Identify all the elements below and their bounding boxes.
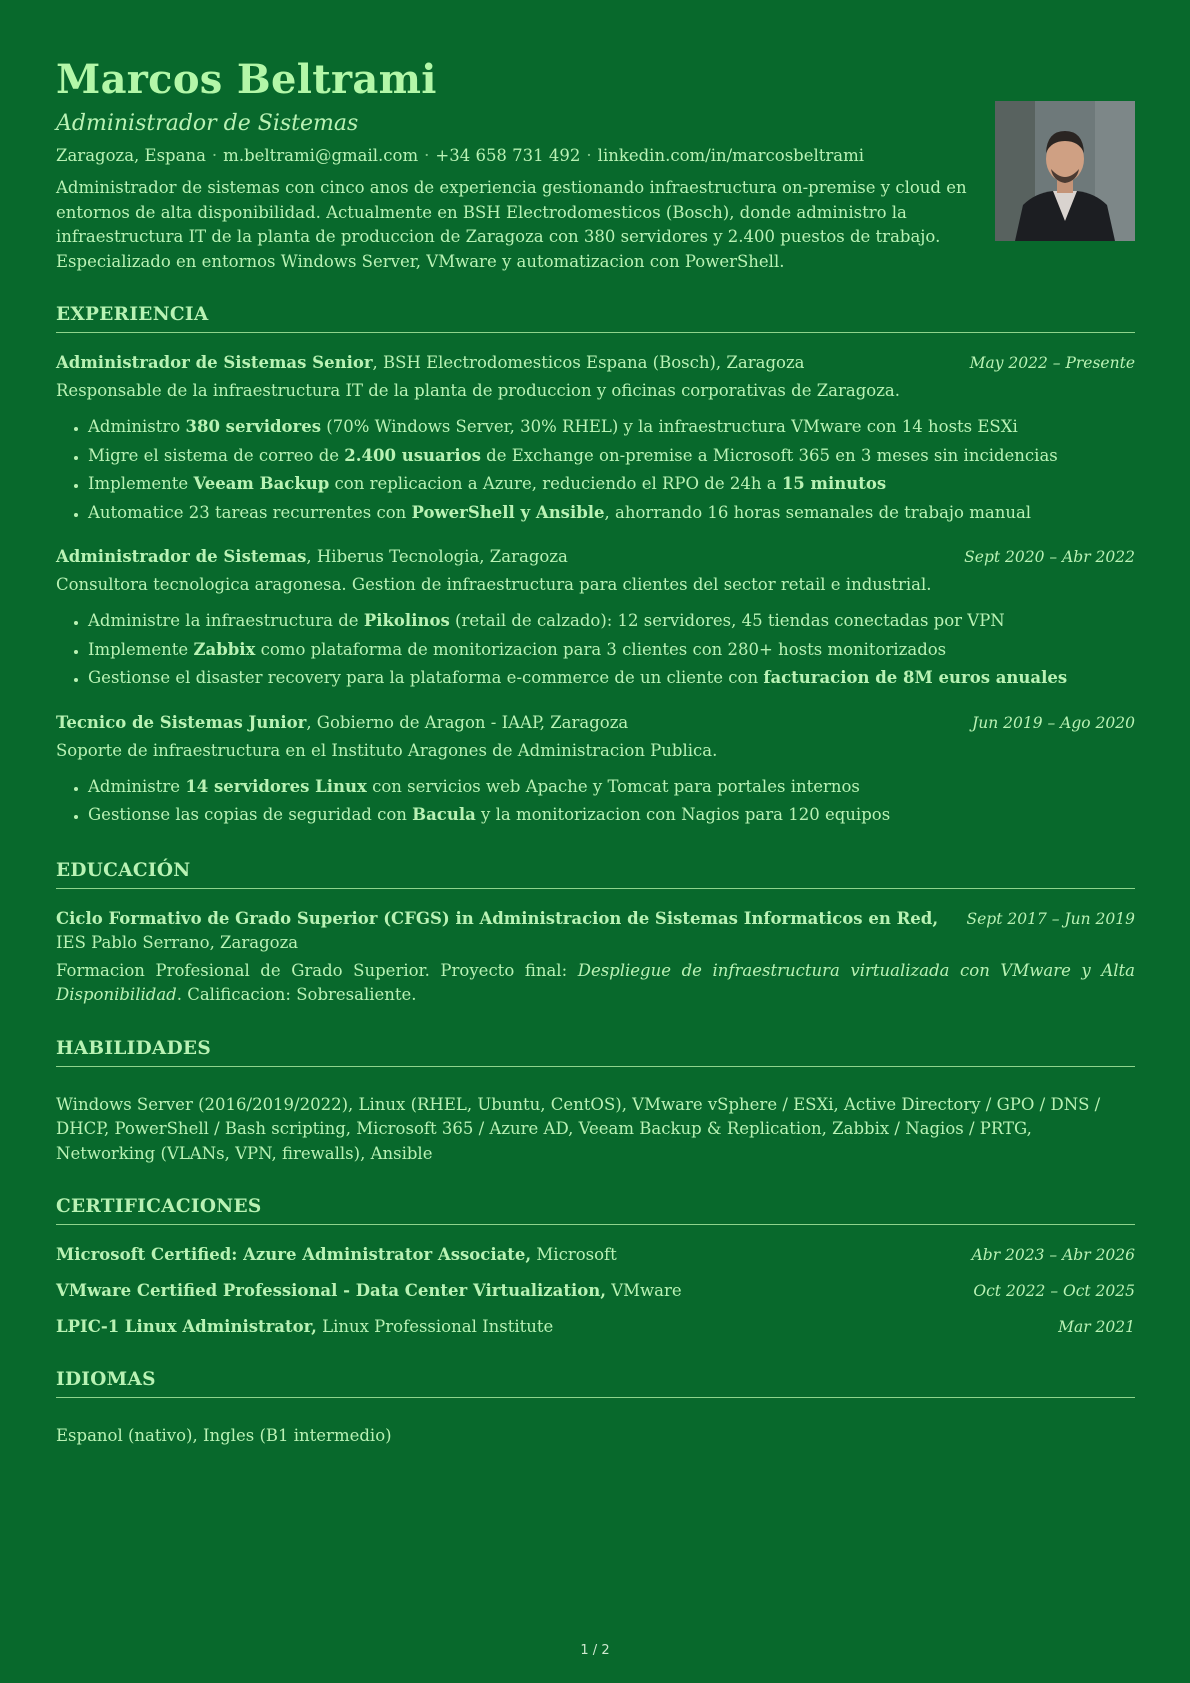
job-date: Jun 2019 – Ago 2020	[972, 713, 1135, 732]
certification-issuer: Microsoft	[531, 1245, 617, 1264]
job-bullet: • Implemente Veeam Backup con replicacion a Azure, reduciendo el RPO de 24h a 15 minutos	[88, 470, 1135, 499]
experience-item	[56, 351, 1135, 527]
person-portrait-icon	[995, 101, 1135, 241]
contact-line	[56, 144, 1135, 168]
profile-photo	[995, 101, 1135, 241]
contact-separator: ·	[586, 146, 592, 165]
experience-item	[56, 711, 1135, 830]
certification-item	[56, 1243, 1135, 1267]
job-title: Tecnico de Sistemas Junior	[56, 712, 307, 732]
job-bullet: • Administre 14 servidores Linux con servicios web Apache y Tomcat para portales internos	[88, 773, 1135, 802]
skills-list: Windows Server (2016/2019/2022), Linux (RHEL, Ubuntu, CentOS), VMware vSphere / ESXi, Active Directory / GPO / DNS / DHCP, PowerShell / Bash scripting, Microsoft 365 / Azure AD, Veeam Backup & Replication, Zabbix / Nagios / PRTG, Networking (VLANs, VPN, firewalls), Ansible	[56, 1094, 1101, 1163]
certification-date: Oct 2022 – Oct 2025	[973, 1282, 1135, 1300]
contact-email[interactable]: m.beltrami@gmail.com	[223, 146, 419, 165]
job-bullet: • Automatice 23 tareas recurrentes con PowerShell y Ansible, ahorrando 16 horas semanales de trabajo manual	[88, 499, 1135, 528]
section-skills-title: HABILIDADES	[56, 1038, 1135, 1067]
job-bullet: • Administre la infraestructura de Pikolinos (retail de calzado): 12 servidores, 45 tiendas conectadas por VPN	[88, 607, 1135, 636]
job-title: Administrador de Sistemas Senior	[56, 353, 373, 372]
job-company: , Gobierno de Aragon - IAAP, Zaragoza	[306, 712, 629, 732]
resume-page	[56, 56, 1135, 1449]
job-bullet: • Gestionse el disaster recovery para la plataforma e-commerce de un cliente con facturacion de 8M euros anuales	[88, 664, 1135, 693]
candidate-name: Marcos Beltrami	[56, 56, 437, 103]
certification-item	[56, 1315, 1135, 1339]
certification-date: Mar 2021	[1058, 1318, 1135, 1336]
certification-date: Abr 2023 – Abr 2026	[971, 1246, 1135, 1264]
contact-separator: ·	[211, 146, 218, 165]
job-bullets	[56, 413, 1135, 527]
job-bullets	[56, 773, 1135, 830]
section-education-title: EDUCACIÓN	[56, 860, 1135, 889]
certifications-list	[56, 1243, 1135, 1339]
experience-header	[56, 351, 1135, 375]
contact-phone[interactable]: +34 658 731 492	[435, 146, 581, 165]
job-company: , BSH Electrodomesticos Espana (Bosch), Zaragoza	[372, 353, 805, 372]
certification-issuer: Linux Professional Institute	[316, 1317, 554, 1336]
contact-location: Zaragoza, Espana	[56, 146, 206, 165]
education-description: Formacion Profesional de Grado Superior. Proyecto final: Despliegue de infraestructura virtualizada con VMware y Alta Disponibilidad. Calificacion: Sobresaliente.	[56, 960, 1135, 1004]
certification-name: VMware Certified Professional - Data Center Virtualization,	[56, 1281, 606, 1300]
job-bullet: • Implemente Zabbix como plataforma de monitorizacion para 3 clientes con 280+ hosts monitorizados	[88, 636, 1135, 665]
certification-item	[56, 1279, 1135, 1303]
certification-name: LPIC-1 Linux Administrator,	[56, 1317, 317, 1336]
job-title: Administrador de Sistemas	[56, 547, 307, 566]
education-degree: Ciclo Formativo de Grado Superior (CFGS) in Administracion de Sistemas Informaticos en Red,	[56, 908, 939, 928]
job-bullet: • Gestionse las copias de seguridad con Bacula y la monitorizacion con Nagios para 120 equipos	[88, 801, 1135, 830]
contact-separator: ·	[424, 146, 430, 165]
certification-issuer: VMware	[606, 1281, 682, 1300]
education-header	[56, 907, 1135, 955]
job-description: Responsable de la infraestructura IT de la planta de produccion y oficinas corporativas de Zaragoza.	[56, 381, 900, 400]
section-experience-title: EXPERIENCIA	[56, 304, 1135, 333]
job-bullet: • Administro 380 servidores (70% Windows Server, 30% RHEL) y la infraestructura VMware con 14 hosts ESXi	[88, 413, 1135, 442]
candidate-role: Administrador de Sistemas	[56, 111, 359, 136]
section-certifications-title: CERTIFICACIONES	[56, 1196, 1135, 1225]
job-bullets	[56, 607, 1135, 693]
section-languages-title: IDIOMAS	[56, 1369, 1135, 1398]
languages-list: Espanol (nativo), Ingles (B1 intermedio)	[56, 1426, 392, 1445]
job-company: , Hiberus Tecnologia, Zaragoza	[306, 547, 568, 566]
job-description: Soporte de infraestructura en el Instituto Aragones de Administracion Publica.	[56, 740, 718, 760]
job-date: May 2022 – Presente	[969, 354, 1135, 372]
education-school: IES Pablo Serrano, Zaragoza	[56, 932, 299, 952]
experience-item	[56, 545, 1135, 693]
experience-header	[56, 711, 1135, 735]
job-bullet: • Migre el sistema de correo de 2.400 usuarios de Exchange on-premise a Microsoft 365 en 3 meses sin incidencias	[88, 442, 1135, 471]
education-date: Sept 2017 – Jun 2019	[966, 909, 1135, 928]
certification-name: Microsoft Certified: Azure Administrator Associate,	[56, 1245, 532, 1264]
page-number: 1 / 2	[580, 1643, 610, 1658]
profile-summary: Administrador de sistemas con cinco anos de experiencia gestionando infraestructura on-premise y cloud en entornos de alta disponibilidad. Actualmente en BSH Electrodomesticos (Bosch), donde administro la infraestructura IT de la planta de produccion de Zaragoza con 380 servidores y 2.400 puestos de trabajo. Especializado en entornos Windows Server, VMware y automatizacion con PowerShell.	[56, 178, 967, 271]
experience-header	[56, 545, 1135, 569]
contact-linkedin[interactable]: linkedin.com/in/marcosbeltrami	[597, 146, 865, 165]
job-description: Consultora tecnologica aragonesa. Gestion de infraestructura para clientes del sector retail e industrial.	[56, 575, 932, 594]
job-date: Sept 2020 – Abr 2022	[964, 548, 1135, 566]
